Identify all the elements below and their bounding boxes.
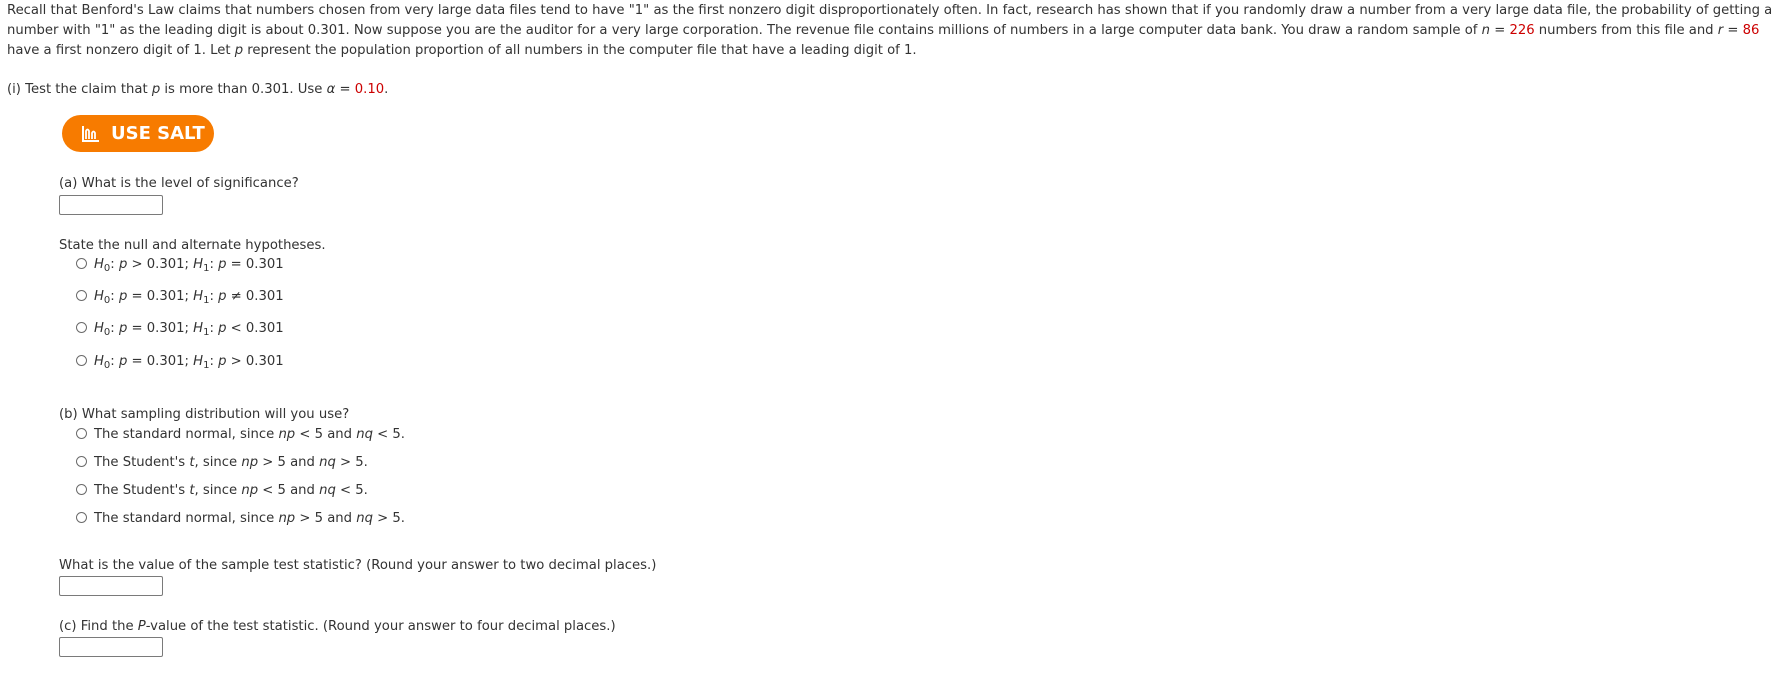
salt-chart-icon xyxy=(81,125,101,143)
problem-intro: Recall that Benford's Law claims that numbers chosen from very large data files tend to have "1" as the first nonzero digit disproportionately often. In fact, research has shown that if you randomly draw a number from a very large data file, the probability of getting a number with "1" as the leading digit is about 0.301. Now suppose you are the auditor for a very large corporation. The revenue file contains millions of numbers in a large computer data bank. You draw a random sample of n = 226 numbers from this file and r = 86 have a first nonzero digit of 1. Let p represent the population proportion of all numbers in the computer file that have a leading digit of 1. xyxy=(7,3,1773,58)
hypothesis-option-1[interactable]: $H_0$: p > 0.301; $H_1$: p = 0.301 xyxy=(76,257,284,272)
part-b-question: (b) What sampling distribution will you use? xyxy=(59,407,350,422)
radio-button[interactable] xyxy=(76,322,87,333)
hypothesis-option-3[interactable]: $H_0$: p = 0.301; $H_1$: p < 0.301 xyxy=(76,321,284,336)
hypothesis-option-2[interactable]: $H_0$: p = 0.301; $H_1$: p ≠ 0.301 xyxy=(76,289,284,304)
hypothesis-option-4[interactable]: $H_0$: p = 0.301; $H_1$: p > 0.301 xyxy=(76,354,284,369)
distribution-option-1[interactable]: The standard normal, since np < 5 and nq < 5. xyxy=(76,427,405,442)
n-value: 226 xyxy=(1509,23,1535,38)
radio-button[interactable] xyxy=(76,428,87,439)
radio-button[interactable] xyxy=(76,290,87,301)
distribution-option-3[interactable]: The Student's t, since np < 5 and nq < 5. xyxy=(76,483,368,498)
distribution-option-2[interactable]: The Student's t, since np > 5 and nq > 5. xyxy=(76,455,368,470)
part-c-question: (c) Find the P-value of the test statistic. (Round your answer to four decimal places.) xyxy=(59,619,616,634)
test-statistic-question: What is the value of the sample test statistic? (Round your answer to two decimal places.) xyxy=(59,558,657,573)
hypotheses-prompt: State the null and alternate hypotheses. xyxy=(59,238,326,253)
part-a-question: (a) What is the level of significance? xyxy=(59,176,299,191)
r-value: 86 xyxy=(1742,23,1760,38)
alpha-value: 0.10 xyxy=(354,82,385,97)
p-value-input[interactable] xyxy=(59,637,163,657)
significance-level-input[interactable] xyxy=(59,195,163,215)
radio-button[interactable] xyxy=(76,512,87,523)
radio-button[interactable] xyxy=(76,456,87,467)
use-salt-button[interactable] xyxy=(62,115,214,152)
radio-button[interactable] xyxy=(76,258,87,269)
use-salt-label: USE SALT xyxy=(111,123,205,144)
radio-button[interactable] xyxy=(76,484,87,495)
test-statistic-input[interactable] xyxy=(59,576,163,596)
part-i-prompt: (i) Test the claim that p is more than 0.301. Use α = 0.10. xyxy=(7,82,389,97)
distribution-option-4[interactable]: The standard normal, since np > 5 and nq > 5. xyxy=(76,511,405,526)
radio-button[interactable] xyxy=(76,355,87,366)
